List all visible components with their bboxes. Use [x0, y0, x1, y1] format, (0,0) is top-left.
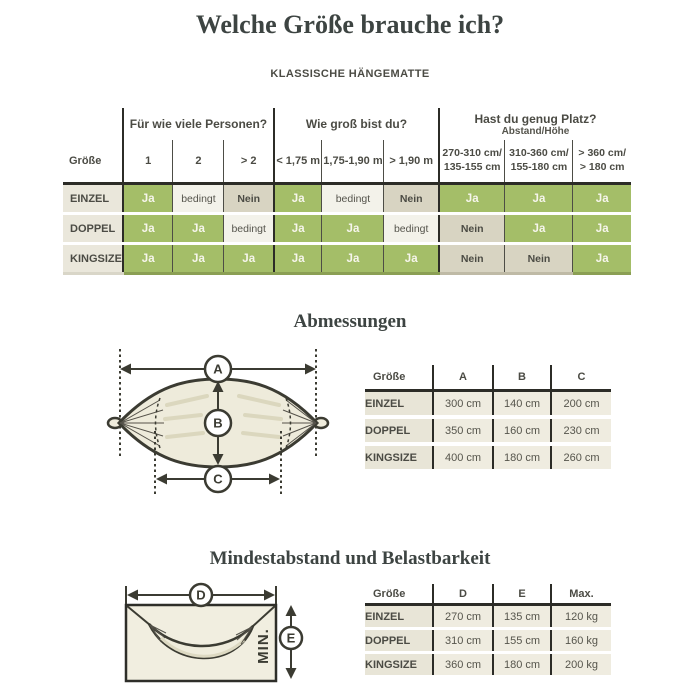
column-header: 270-310 cm/ 135-155 cm — [439, 140, 505, 184]
group-header-height: Wie groß bist du? — [274, 108, 439, 140]
column-header: > 360 cm/ > 180 cm — [573, 140, 631, 184]
dim-header-groesse: Größe — [365, 365, 433, 391]
dim-header-b: B — [493, 365, 551, 391]
availability-cell: Nein — [439, 244, 505, 274]
page-subtitle: KLASSISCHE HÄNGEMATTE — [270, 68, 430, 80]
availability-cell: bedingt — [322, 184, 384, 214]
availability-cell: Ja — [505, 184, 573, 214]
availability-cell: Ja — [573, 214, 631, 244]
value-cell: 310 cm — [433, 629, 493, 653]
dim-header-a: A — [433, 365, 493, 391]
row-label: EINZEL — [365, 605, 433, 629]
group-subheader-space: Abstand/Höhe — [501, 125, 570, 137]
availability-cell: Nein — [505, 244, 573, 274]
table-row-kingsize — [63, 244, 631, 274]
row-label: KINGSIZE — [365, 653, 433, 676]
availability-cell: Ja — [439, 184, 505, 214]
value-cell: 260 cm — [551, 444, 611, 469]
table-row-einzel — [63, 184, 631, 214]
dim-header-c: C — [551, 365, 611, 391]
dist-header-d: D — [433, 584, 493, 605]
availability-cell: Nein — [224, 184, 274, 214]
value-cell: 140 cm — [493, 391, 551, 418]
availability-cell: Ja — [274, 244, 322, 274]
availability-cell: Ja — [173, 244, 224, 274]
availability-cell: Nein — [439, 214, 505, 244]
availability-cell: Ja — [123, 184, 173, 214]
dist-header-max: Max. — [551, 584, 611, 605]
column-header: 1 — [123, 140, 173, 184]
column-header: 2 — [173, 140, 224, 184]
row-label: DOPPEL — [365, 629, 433, 653]
value-cell: 180 cm — [493, 653, 551, 676]
value-cell: 360 cm — [433, 653, 493, 676]
dimension-b-label: B — [213, 415, 223, 431]
value-cell: 160 cm — [493, 417, 551, 444]
row-label: KINGSIZE — [63, 244, 123, 274]
hammock-side-view-diagram — [116, 578, 308, 690]
dimension-d-label: D — [196, 587, 206, 603]
value-cell: 200 cm — [551, 391, 611, 418]
availability-cell: bedingt — [224, 214, 274, 244]
column-header: 310-360 cm/ 155-180 cm — [505, 140, 573, 184]
availability-cell: Ja — [173, 214, 224, 244]
value-cell: 350 cm — [433, 417, 493, 444]
dimensions-table — [365, 365, 611, 469]
availability-cell: Ja — [322, 244, 384, 274]
table-row — [365, 653, 611, 676]
dist-header-e: E — [493, 584, 551, 605]
value-cell: 230 cm — [551, 417, 611, 444]
table-row — [365, 629, 611, 653]
dist-header-groesse: Größe — [365, 584, 433, 605]
dimension-a-label: A — [213, 361, 223, 377]
value-cell: 400 cm — [433, 444, 493, 469]
availability-cell: Ja — [505, 214, 573, 244]
section-title-dimensions: Abmessungen — [293, 311, 407, 332]
column-header: > 2 — [224, 140, 274, 184]
corner-cell — [63, 108, 123, 140]
mounting-space-box — [126, 605, 276, 681]
dimension-e-label: E — [286, 630, 296, 646]
value-cell: 155 cm — [493, 629, 551, 653]
table-row-doppel — [63, 214, 631, 244]
value-cell: 180 cm — [493, 444, 551, 469]
row-label: EINZEL — [63, 184, 123, 214]
column-header: 1,75-1,90 m — [322, 140, 384, 184]
row-label: DOPPEL — [63, 214, 123, 244]
availability-cell: Ja — [123, 214, 173, 244]
size-guide-table — [63, 108, 631, 275]
availability-cell: Ja — [573, 184, 631, 214]
value-cell: 120 kg — [551, 605, 611, 629]
table-row — [365, 605, 611, 629]
availability-cell: Ja — [274, 214, 322, 244]
table-row — [365, 391, 611, 418]
row-label: EINZEL — [365, 391, 433, 418]
availability-cell: Ja — [123, 244, 173, 274]
distance-load-table — [365, 584, 611, 675]
availability-cell: Ja — [274, 184, 322, 214]
value-cell: 300 cm — [433, 391, 493, 418]
section-title-distance: Mindestabstand und Belastbarkeit — [209, 548, 491, 569]
table-row — [365, 444, 611, 469]
availability-cell: Ja — [384, 244, 439, 274]
group-header-persons: Für wie viele Personen? — [123, 108, 274, 140]
value-cell: 200 kg — [551, 653, 611, 676]
availability-cell: Nein — [384, 184, 439, 214]
min-height-label-group — [255, 628, 272, 664]
min-label: MIN. — [255, 628, 272, 664]
row-label: KINGSIZE — [365, 444, 433, 469]
availability-cell: Ja — [224, 244, 274, 274]
column-header-groesse: Größe — [63, 140, 123, 184]
column-header: < 1,75 m — [274, 140, 322, 184]
page-title: Welche Größe brauche ich? — [195, 10, 505, 39]
hammock-top-view-diagram — [103, 347, 343, 513]
row-label: DOPPEL — [365, 417, 433, 444]
value-cell: 270 cm — [433, 605, 493, 629]
availability-cell: Ja — [573, 244, 631, 274]
availability-cell: Ja — [322, 214, 384, 244]
table-row — [365, 417, 611, 444]
dimension-c-label: C — [213, 471, 223, 487]
value-cell: 160 kg — [551, 629, 611, 653]
column-header: > 1,90 m — [384, 140, 439, 184]
group-header-space: Hast du genug Platz? Abstand/Höhe — [439, 108, 631, 140]
availability-cell: bedingt — [173, 184, 224, 214]
value-cell: 135 cm — [493, 605, 551, 629]
availability-cell: bedingt — [384, 214, 439, 244]
